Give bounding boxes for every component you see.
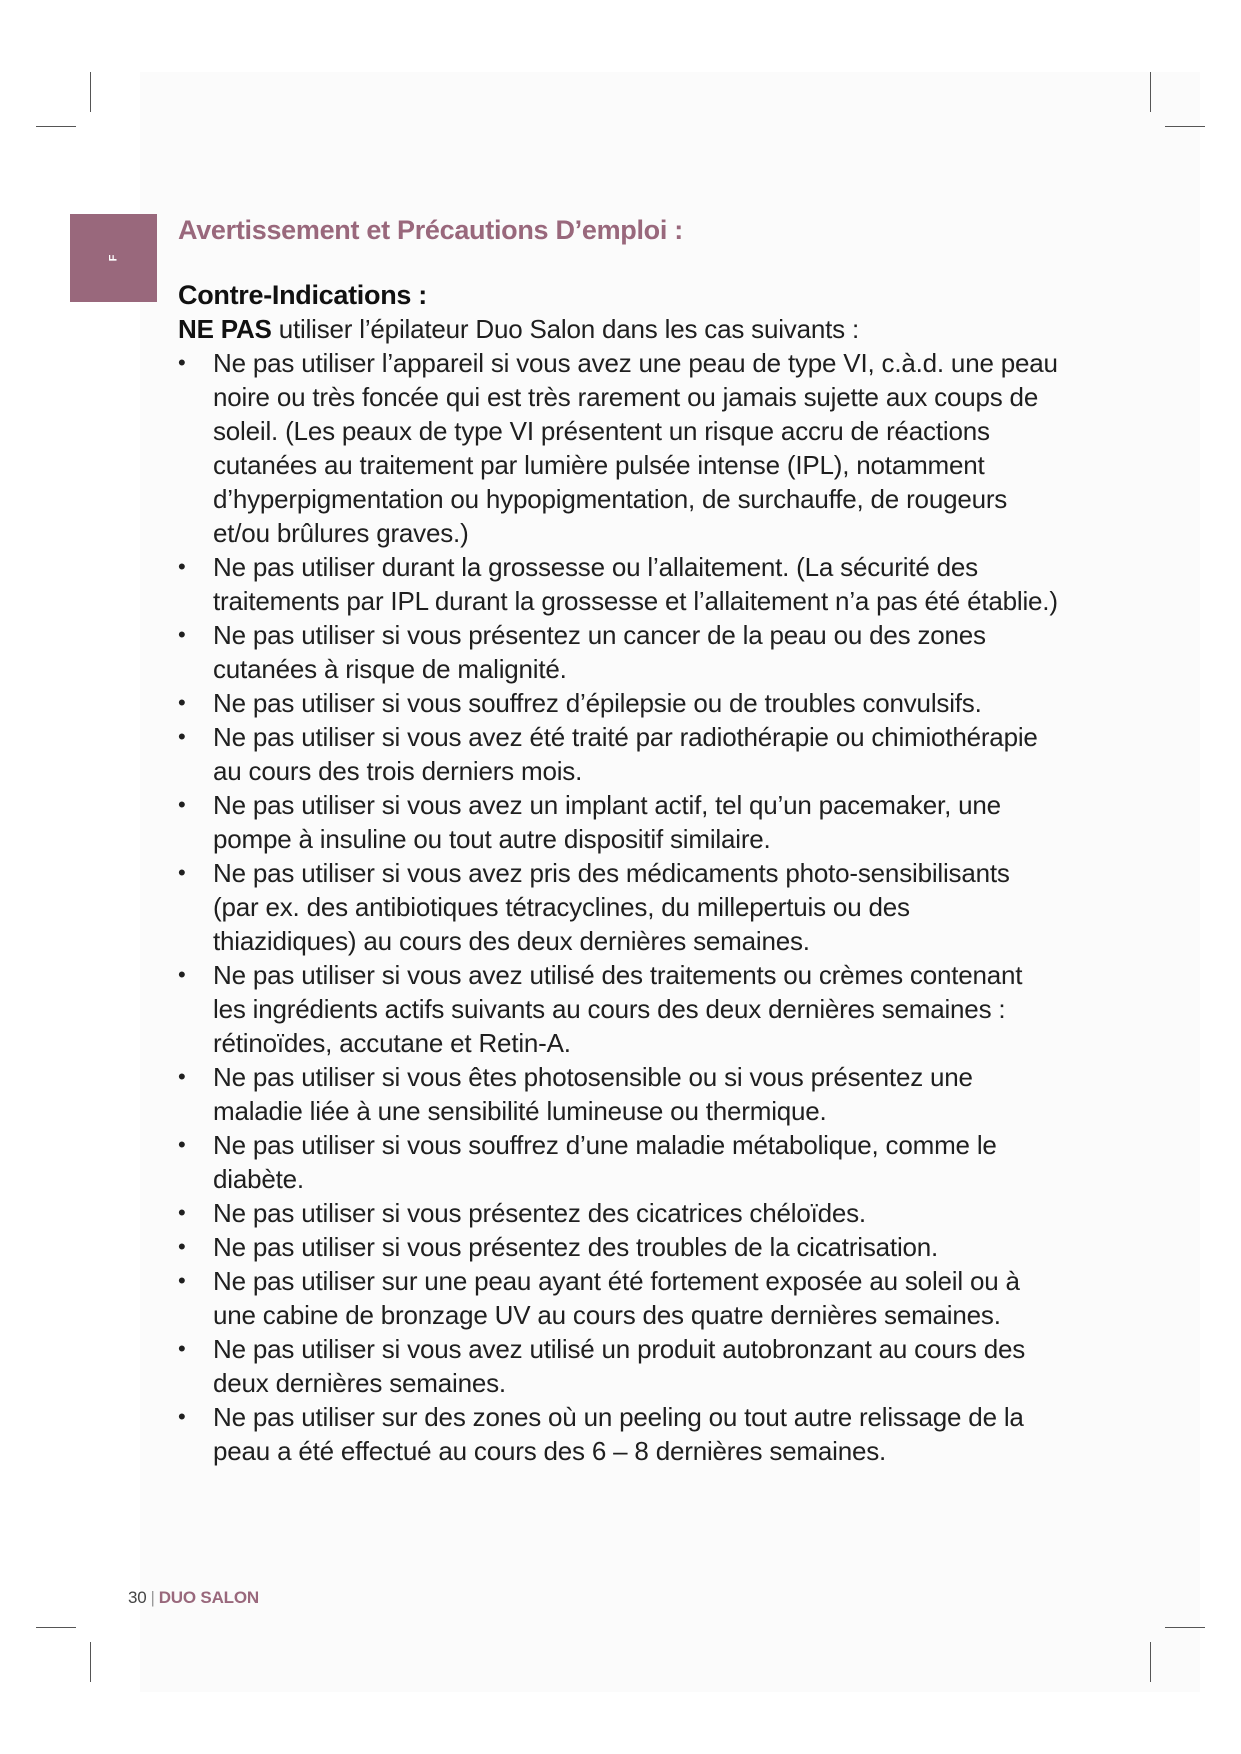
list-item-text: Ne pas utiliser si vous avez un implant actif, tel qu’un pacemaker, une pompe à insuline ou tout autre dispositif similaire. [213, 790, 1001, 854]
bullet-icon: • [178, 554, 186, 579]
contra-intro [178, 312, 1058, 346]
list-item [178, 618, 1058, 686]
bullet-icon: • [178, 690, 186, 715]
language-tab-label: F [107, 254, 120, 262]
contra-intro-text: utiliser l’épilateur Duo Salon dans les cas suivants : [271, 314, 859, 344]
crop-mark-top-right-h [1165, 126, 1205, 127]
list-item [178, 1264, 1058, 1332]
crop-mark-bottom-right-h [1165, 1627, 1205, 1628]
list-item [178, 788, 1058, 856]
list-item [178, 958, 1058, 1060]
list-item-text: Ne pas utiliser si vous avez utilisé des traitements ou crèmes contenant les ingrédients actifs suivants au cours des deux dernières semaines : rétinoïdes, accutane et Retin-A. [213, 960, 1023, 1058]
bullet-icon: • [178, 1336, 186, 1361]
list-item [178, 1332, 1058, 1400]
bullet-icon: • [178, 962, 186, 987]
list-item-text: Ne pas utiliser si vous êtes photosensible ou si vous présentez une maladie liée à une sensibilité lumineuse ou thermique. [213, 1062, 973, 1126]
list-item [178, 1230, 1058, 1264]
crop-mark-bottom-left-h [36, 1627, 76, 1628]
contra-list [178, 346, 1058, 1468]
bullet-icon: • [178, 724, 186, 749]
contra-indications-title: Contre-Indications : [178, 280, 427, 310]
bullet-icon: • [178, 1404, 186, 1429]
bullet-icon: • [178, 622, 186, 647]
list-item-text: Ne pas utiliser durant la grossesse ou l’allaitement. (La sécurité des traitements par IPL durant la grossesse et l’allaitement n’a pas été établie.) [213, 552, 1058, 616]
list-item-text: Ne pas utiliser si vous souffrez d’une maladie métabolique, comme le diabète. [213, 1130, 997, 1194]
bullet-icon: • [178, 1200, 186, 1225]
main-content [178, 210, 1058, 1468]
footer-brand: DUO SALON [158, 1588, 259, 1607]
list-item-text: Ne pas utiliser si vous présentez des troubles de la cicatrisation. [213, 1232, 939, 1262]
list-item [178, 1060, 1058, 1128]
list-item [178, 346, 1058, 550]
list-item-text: Ne pas utiliser si vous avez utilisé un produit autobronzant au cours des deux dernières semaines. [213, 1334, 1026, 1398]
list-item [178, 1128, 1058, 1196]
list-item [178, 856, 1058, 958]
bullet-icon: • [178, 350, 186, 375]
list-item-text: Ne pas utiliser si vous présentez des cicatrices chéloïdes. [213, 1198, 866, 1228]
crop-mark-bottom-left-v [90, 1642, 91, 1682]
crop-mark-top-left-v [90, 72, 91, 112]
list-item-text: Ne pas utiliser si vous souffrez d’épilepsie ou de troubles convulsifs. [213, 688, 982, 718]
bullet-icon: • [178, 1234, 186, 1259]
bullet-icon: • [178, 792, 186, 817]
list-item [178, 686, 1058, 720]
crop-mark-top-left-h [36, 126, 76, 127]
contra-intro-bold: NE PAS [178, 314, 272, 344]
list-item-text: Ne pas utiliser sur des zones où un peeling ou tout autre relissage de la peau a été effectué au cours des 6 – 8 dernières semaines. [213, 1402, 1024, 1466]
bullet-icon: • [178, 1268, 186, 1293]
list-item-text: Ne pas utiliser sur une peau ayant été fortement exposée au soleil ou à une cabine de bronzage UV au cours des quatre dernières semaines. [213, 1266, 1020, 1330]
footer-separator: | [150, 1588, 155, 1607]
list-item [178, 1400, 1058, 1468]
list-item-text: Ne pas utiliser l’appareil si vous avez une peau de type VI, c.à.d. une peau noire ou très foncée qui est très rarement ou jamais sujette aux coups de soleil. (Les peaux de type VI présentent un risque accru de réactions cutanées au traitement par lumière pulsée intense (IPL), notamment d’hyperpigmentation ou hypopigmentation, de surchauffe, de rougeurs et/ou brûlures graves.) [213, 348, 1058, 548]
crop-mark-bottom-right-v [1150, 1642, 1151, 1682]
crop-mark-top-right-v [1150, 72, 1151, 112]
bullet-icon: • [178, 1064, 186, 1089]
bullet-icon: • [178, 860, 186, 885]
list-item-text: Ne pas utiliser si vous avez été traité par radiothérapie ou chimiothérapie au cours des trois derniers mois. [213, 722, 1038, 786]
list-item-text: Ne pas utiliser si vous présentez un cancer de la peau ou des zones cutanées à risque de malignité. [213, 620, 986, 684]
section-title: Avertissement et Précautions D’emploi : [178, 215, 683, 245]
list-item [178, 550, 1058, 618]
list-item [178, 1196, 1058, 1230]
page-number: 30 [128, 1588, 147, 1607]
language-tab [70, 214, 157, 302]
bullet-icon: • [178, 1132, 186, 1157]
list-item-text: Ne pas utiliser si vous avez pris des médicaments photo-sensibilisants (par ex. des antibiotiques tétracyclines, du millepertuis ou des thiazidiques) au cours des deux dernières semaines. [213, 858, 1010, 956]
list-item [178, 720, 1058, 788]
page-footer [128, 1588, 259, 1608]
